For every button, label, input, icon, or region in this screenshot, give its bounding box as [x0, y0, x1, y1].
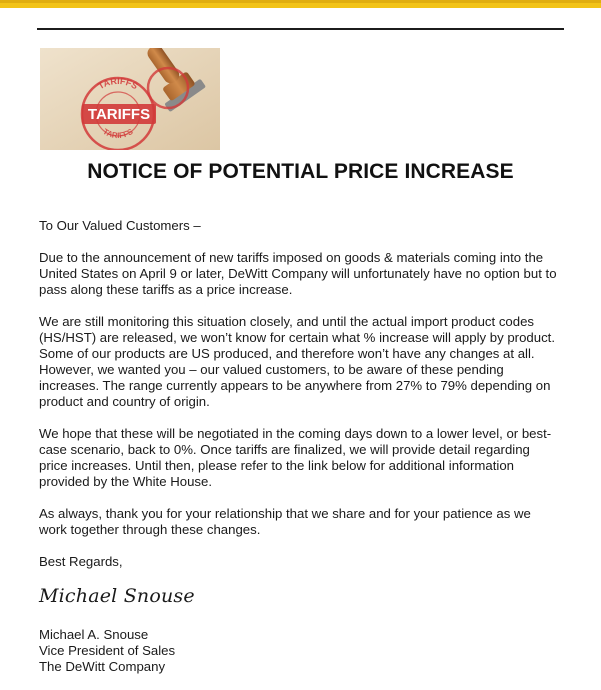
- paragraph-negotiation: We hope that these will be negotiated in the coming days down to a lower level, or best-case scenario, back to 0%. Once tariffs are finalized, we will provide detail regarding price increases. Until then, please refer to the link below for additional information provided by the White House.: [39, 426, 552, 489]
- paragraph-monitoring: We are still monitoring this situation closely, and until the actual import product codes (HS/HST) are released, we won’t know for certain what % increase will apply by product. Some of our products are US produced, and therefore won’t have any changes at all. However, we wanted you – our valued customers, to be aware of these pending increases. The range currently appears to be anywhere from 27% to 79% depending on product and country of origin.: [39, 314, 555, 409]
- svg-text:TARIFFS: TARIFFS: [87, 106, 151, 123]
- paragraph-thanks: As always, thank you for your relationship that we share and for your patience as we work together through these changes.: [39, 506, 531, 537]
- letter-body: [39, 218, 559, 586]
- signer-company: The DeWitt Company: [39, 659, 166, 674]
- notice-title: NOTICE OF POTENTIAL PRICE INCREASE: [87, 160, 514, 183]
- signer-title: Vice President of Sales: [39, 643, 176, 658]
- paragraph-tariff-announcement: Due to the announcement of new tariffs imposed on goods & materials coming into the United States on April 9 or later, DeWitt Company will unfortunately have no option but to pass along these tariffs as a price increase.: [39, 250, 557, 297]
- tariffs-stamp-image: [40, 48, 220, 150]
- handwritten-signature: Michael Snouse: [39, 585, 195, 607]
- signer-name: Michael A. Snouse: [39, 627, 149, 642]
- closing: Best Regards,: [39, 554, 123, 569]
- header-divider: [37, 28, 564, 30]
- svg-text:TARIFFS: TARIFFS: [96, 75, 140, 92]
- top-accent-band: [0, 0, 601, 8]
- tariffs-stamp-icon: [40, 48, 220, 150]
- svg-text:TARIFFS: TARIFFS: [101, 126, 135, 141]
- signature-block: [39, 627, 175, 675]
- greeting: To Our Valued Customers –: [39, 218, 201, 233]
